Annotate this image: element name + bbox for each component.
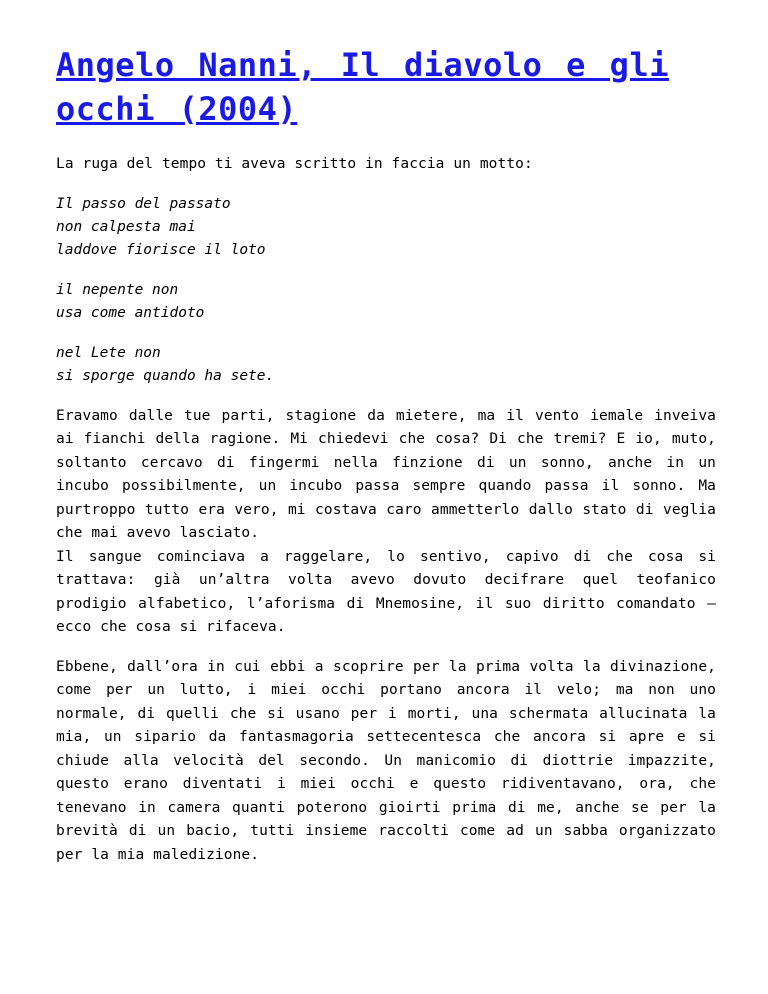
verse-line: nel Lete non — [56, 344, 161, 361]
body-paragraph: Eravamo dalle tue parti, stagione da mietere, ma il vento iemale inveiva ai fianchi della ragione. Mi chiedevi che cosa? Di che tremi? E io, muto, soltanto cercavo di fingermi nella finzione di un sonno, anche in un incubo possibilmente, un incubo passa sempre quando passa il sonno. Ma purtroppo tutto era vero, mi costava caro ammetterlo dallo stato di veglia che mai avevo lasciato. — [56, 407, 716, 542]
verse-stanza-2 — [56, 279, 716, 326]
verse-line: Il passo del passato — [56, 195, 231, 212]
verse-line: laddove fiorisce il loto — [56, 242, 266, 259]
verse-stanza-3 — [56, 342, 716, 389]
page-title: Angelo Nanni, Il diavolo e gli occhi (2004) — [56, 46, 669, 128]
verse-line: il nepente non — [56, 281, 179, 298]
intro-paragraph: La ruga del tempo ti aveva scritto in faccia un motto: — [56, 156, 533, 173]
verse-line: usa come antidoto — [56, 305, 205, 322]
verse-line: non calpesta mai — [56, 219, 196, 235]
body-paragraph: Ebbene, dall’ora in cui ebbi a scoprire per la prima volta la divinazione, come per un lutto, i miei occhi portano ancora il velo; ma non uno normale, di quelli che si usano per i morti, una schermata allucinata la mia, un sipario da fantasmagoria settecentesca che ancora si apre e si chiude alla velocità del secondo. Un manicomio di diottrie impazzite, questo erano diventati i miei occhi e questo ridiventavano, ora, che tenevano in camera quanti poterono gioirti prima di me, anche se per la brevità di un bacio, tutti insieme raccolti come ad un sabba organizzato per la mia maledizione. — [56, 658, 716, 863]
prose-block-1 — [56, 405, 716, 640]
verse-line: si sporge quando ha sete. — [56, 368, 275, 385]
body-paragraph: Il sangue cominciava a raggelare, lo sentivo, capivo di che cosa si trattava: già un’altra volta avevo dovuto decifrare quel teofanico prodigio alfabetico, l’aforisma di Mnemosine, il suo diritto comandato – ecco che cosa si rifaceva. — [56, 548, 716, 636]
verse-stanza-1 — [56, 193, 716, 263]
